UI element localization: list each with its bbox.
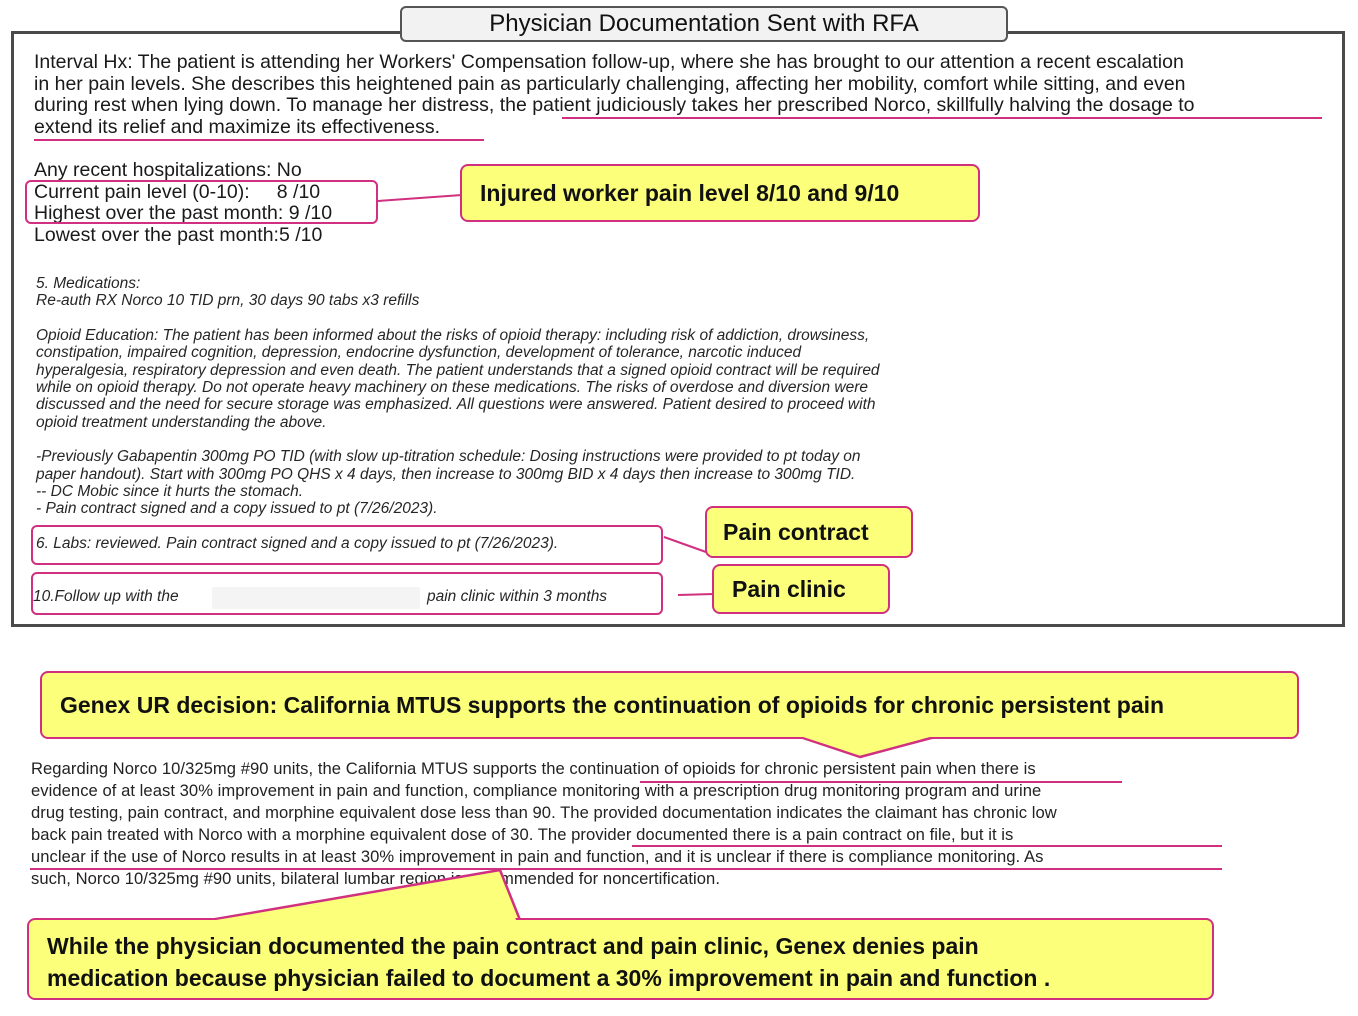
decision-line: evidence of at least 30% improvement in pain and function, compliance monitoring with a prescription drug monitoring program and urine — [31, 781, 1042, 800]
med-line: 5. Medications: — [36, 275, 141, 292]
opioid-education-line: opioid treatment understanding the above. — [36, 413, 327, 431]
decision-line: back pain treated with Norco with a morphine equivalent dose of 30. The provider documented there is a pain contract on file, but it is — [31, 825, 1014, 844]
opioid-education-line: hyperalgesia, respiratory depression and even death. The patient understands that a signed opioid contract will be required — [36, 361, 880, 379]
conclusion-line: While the physician documented the pain contract and pain clinic, Genex denies pain — [47, 933, 979, 959]
callout-pain-contract: Pain contract — [705, 506, 913, 558]
labs-line: 6. Labs: reviewed. Pain contract signed and a copy issued to pt (7/26/2023). — [36, 535, 559, 552]
callout-ur-decision: Genex UR decision: California MTUS supports the continuation of opioids for chronic persistent pain — [40, 671, 1299, 739]
interval-line: in her pain levels. She describes this heightened pain as particularly challenging, affecting her mobility, comfort while sitting, and even — [34, 72, 1186, 95]
callout-pain-level: Injured worker pain level 8/10 and 9/10 — [460, 164, 980, 222]
opioid-education-line: constipation, impaired cognition, depression, endocrine dysfunction, development of tolerance, narcotic induced — [36, 344, 802, 362]
decision-line: unclear if the use of Norco results in at least 30% improvement in pain and function, and it is unclear if there is compliance monitoring. As — [31, 847, 1044, 866]
interval-line: during rest when lying down. To manage her distress, the patient judiciously takes her prescribed Norco, skillfully halving the dosage to — [34, 94, 1195, 116]
conclusion-line: medication because physician failed to document a 30% improvement in pain and function . — [47, 965, 1051, 991]
gabapentin-line: -- DC Mobic since it hurts the stomach. — [36, 483, 304, 501]
opioid-education-line: discussed and the need for secure storage was emphasized. All questions were answered. Patient desired to proceed with — [36, 396, 876, 414]
lowest-pain-line: Lowest over the past month:5 /10 — [34, 223, 323, 246]
callout-pain-clinic: Pain clinic — [712, 564, 890, 614]
highest-pain-line: Highest over the past month: 9 /10 — [34, 202, 333, 224]
hospitalizations-line: Any recent hospitalizations: No — [34, 159, 302, 181]
current-pain-line: Current pain level (0-10): 8 /10 — [34, 180, 321, 203]
gabapentin-line: - Pain contract signed and a copy issued to pt (7/26/2023). — [36, 500, 438, 518]
interval-line: Interval Hx: The patient is attending her Workers' Compensation follow-up, where she has brought to our attention a recent escalation — [34, 51, 1184, 73]
gabapentin-line: paper handout). Start with 300mg PO QHS x 4 days, then increase to 300mg BID x 4 days then increase to 300mg TID. — [36, 465, 856, 483]
gabapentin-line: -Previously Gabapentin 300mg PO TID (with slow up-titration schedule: Dosing instructions were provided to pt today on — [36, 448, 861, 466]
followup-prefix: 10.Follow up with the — [33, 588, 179, 605]
opioid-education-line: while on opioid therapy. Do not operate heavy machinery on these medications. The risks of overdose and diversion were — [36, 379, 869, 397]
interval-line: extend its relief and maximize its effectiveness. — [34, 115, 441, 138]
decision-line: drug testing, pain contract, and morphine equivalent dose less than 90. The provided documentation indicates the claimant has chronic low — [31, 803, 1057, 822]
followup-suffix: pain clinic within 3 months — [427, 588, 608, 605]
med-line: Re-auth RX Norco 10 TID prn, 30 days 90 tabs x3 refills — [36, 292, 420, 310]
decision-line: such, Norco 10/325mg #90 units, bilateral lumbar region is recommended for noncertification. — [31, 869, 720, 888]
opioid-education-line: Opioid Education: The patient has been informed about the risks of opioid therapy: including risk of addiction, drowsiness, — [36, 326, 870, 344]
document-title: Physician Documentation Sent with RFA — [400, 6, 1008, 42]
decision-line: Regarding Norco 10/325mg #90 units, the California MTUS supports the continuation of opioids for chronic persistent pain when there is — [31, 759, 1036, 778]
